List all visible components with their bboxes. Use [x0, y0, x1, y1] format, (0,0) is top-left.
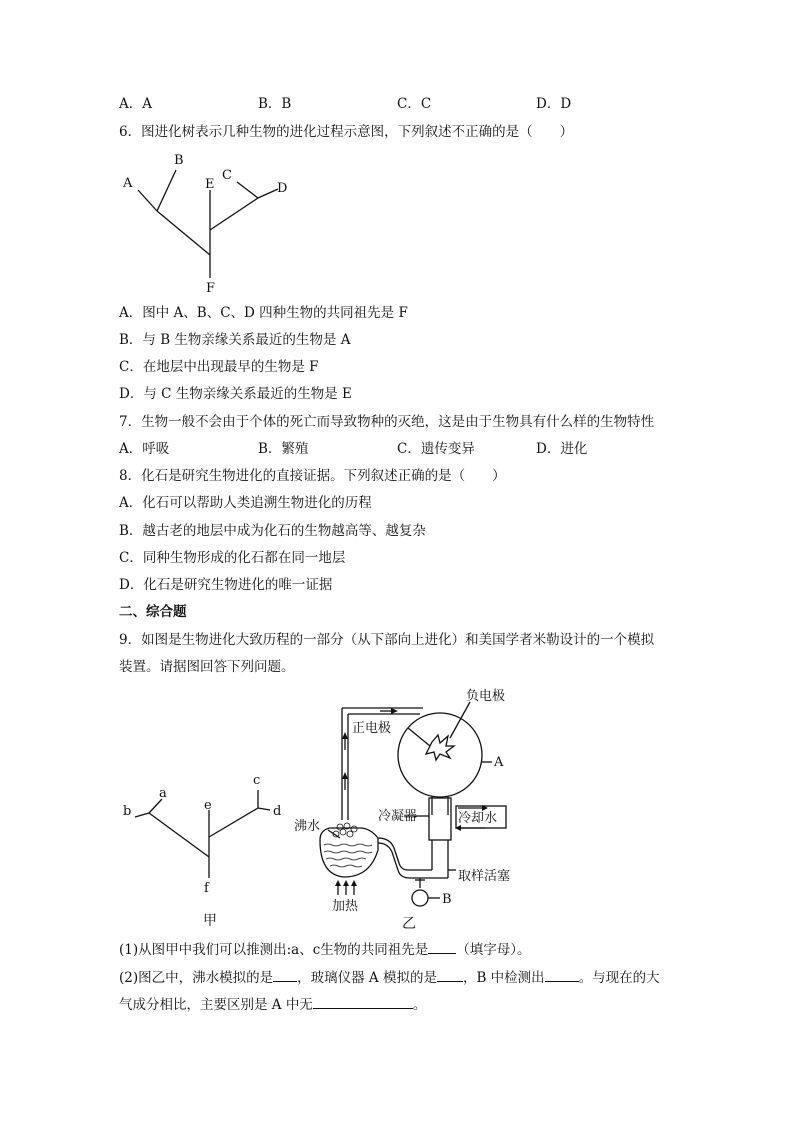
- yi-caption: 乙: [402, 916, 416, 932]
- jia-label-f: f: [204, 881, 209, 896]
- jia-label-a: a: [159, 786, 167, 801]
- yi-label-sampling-valve: 取样活塞: [458, 869, 511, 884]
- jia-caption: 甲: [203, 913, 217, 929]
- q7-option-c: C．遗传变异: [397, 441, 475, 457]
- jia-label-e: e: [204, 798, 212, 813]
- yi-label-flask-a: A: [494, 755, 504, 770]
- q7-option-a: A．呼吸: [119, 441, 170, 457]
- jia-branch-b: [135, 813, 149, 817]
- q9-sub1-text: (1)从图甲中我们可以推测出:a、c生物的共同祖先是: [119, 942, 429, 958]
- q6-option-d: D．与 C 生物亲缘关系最近的生物是 E: [119, 386, 352, 402]
- tree-branch-c: [237, 182, 258, 198]
- q8-option-a: A．化石可以帮助人类追溯生物进化的历程: [119, 495, 372, 511]
- q9-sub2-part1: (2)图乙中，沸水模拟的是: [119, 970, 274, 986]
- q6-option-a: A．图中 A、B、C、D 四种生物的共同祖先是 F: [119, 305, 408, 321]
- q9-sub1-blank[interactable]: [428, 939, 456, 954]
- tree-branch-right: [210, 198, 258, 230]
- q7-stem: 7．生物一般不会由于个体的死亡而导致物种的灭绝，这是由于生物具有什么样的生物特性: [119, 414, 655, 430]
- yi-heat-arrowhead-3: [351, 880, 357, 886]
- yi-boiling-leader: [328, 830, 340, 838]
- q9-sub2-blank1[interactable]: [273, 967, 297, 982]
- yi-positive-electrode-wire: [408, 728, 430, 746]
- q5-option-a: A．A: [119, 96, 152, 112]
- yi-arrowhead-up-1: [342, 772, 348, 779]
- q8-option-b: B．越古老的地层中成为化石的生物越高等、越复杂: [119, 523, 426, 539]
- tree-label-f: F: [206, 281, 216, 296]
- q9-sub2-line1: [119, 967, 660, 988]
- yi-flask-b: [412, 890, 428, 906]
- q5-option-c: C．C: [397, 96, 432, 112]
- q5-option-d: D．D: [536, 96, 572, 112]
- jia-branch-right: [209, 808, 258, 837]
- q7-option-d: D．进化: [536, 441, 588, 457]
- q9-sub2-part3: ，B 中检测出: [462, 970, 545, 986]
- tree-branch-b: [157, 170, 176, 211]
- q9-figure-jia: [115, 765, 295, 935]
- jia-label-d: d: [273, 804, 282, 819]
- q6-option-c: C．在地层中出现最早的生物是 F: [119, 359, 319, 375]
- tree-label-d: D: [277, 181, 288, 196]
- q9-stem-line2: 装置。请据图回答下列问题。: [119, 659, 295, 675]
- q9-sub2-blank4[interactable]: [313, 994, 413, 1009]
- yi-label-heating: 加热: [332, 899, 359, 914]
- yi-arrowhead-up-2: [342, 732, 348, 739]
- tree-label-c: C: [222, 168, 232, 183]
- q7-option-b: B．繁殖: [258, 441, 309, 457]
- jia-branch-d: [258, 808, 270, 810]
- tree-branch-a: [138, 190, 157, 211]
- q6-evolution-tree: [110, 148, 310, 298]
- q9-sub2-blank3[interactable]: [545, 967, 579, 982]
- q6-stem: 6．图进化树表示几种生物的进化过程示意图，下列叙述不正确的是（ ）: [119, 124, 574, 140]
- yi-label-condenser: 冷凝器: [378, 809, 418, 824]
- yi-label-flask-b: B: [442, 892, 452, 907]
- jia-branch-a: [149, 799, 162, 813]
- q8-option-c: C．同种生物形成的化石都在同一地层: [119, 550, 346, 566]
- yi-label-positive-electrode: 正电极: [352, 721, 392, 736]
- tree-label-b: B: [174, 153, 184, 168]
- q6-option-b: B．与 B 生物亲缘关系最近的生物是 A: [119, 332, 351, 348]
- tree-label-a: A: [123, 176, 133, 191]
- q9-sub2-line2: [119, 994, 426, 1015]
- yi-label-boiling-water: 沸水: [294, 819, 321, 834]
- yi-spark-icon: [426, 735, 454, 760]
- yi-label-cooling-water: 冷却水: [458, 811, 498, 826]
- yi-heat-arrowhead-2: [343, 880, 349, 886]
- yi-water-surface: [324, 823, 372, 867]
- yi-heat-arrowhead-1: [335, 880, 341, 886]
- q9-sub2-blank2[interactable]: [437, 967, 463, 982]
- yi-bottom-tube-outer: [378, 843, 448, 878]
- q9-sub1: [119, 939, 531, 960]
- q9-sub2-line2-text: 气成分相比，主要区别是 A 中无: [119, 997, 313, 1013]
- jia-branch-left: [149, 813, 209, 857]
- q9-figure-yi: [280, 680, 540, 935]
- q8-stem: 8．化石是研究生物进化的直接证据。下列叙述正确的是（ ）: [119, 468, 506, 484]
- section-title: 二、综合题: [119, 604, 187, 620]
- tree-label-e: E: [205, 177, 215, 192]
- jia-label-c: c: [253, 773, 261, 788]
- yi-label-negative-electrode: 负电极: [466, 689, 506, 704]
- yi-arrowhead-right: [391, 708, 398, 714]
- q9-stem-line1: 9．如图是生物进化大致历程的一部分（从下部向上进化）和美国学者米勒设计的一个模拟: [119, 632, 655, 648]
- q9-sub2-part4: 。与现在的大: [578, 970, 660, 986]
- yi-negative-electrode-wire: [450, 702, 470, 738]
- q9-sub1-tail: （填字母）。: [456, 942, 531, 958]
- q5-option-b: B．B: [258, 96, 292, 112]
- q9-sub2-end: 。: [412, 997, 427, 1013]
- q8-option-d: D．化石是研究生物进化的唯一证据: [119, 577, 333, 593]
- tree-branch-left: [157, 211, 210, 255]
- tree-branch-d: [258, 189, 278, 198]
- jia-label-b: b: [123, 804, 132, 819]
- q9-sub2-part2: ，玻璃仪器 A 模拟的是: [297, 970, 437, 986]
